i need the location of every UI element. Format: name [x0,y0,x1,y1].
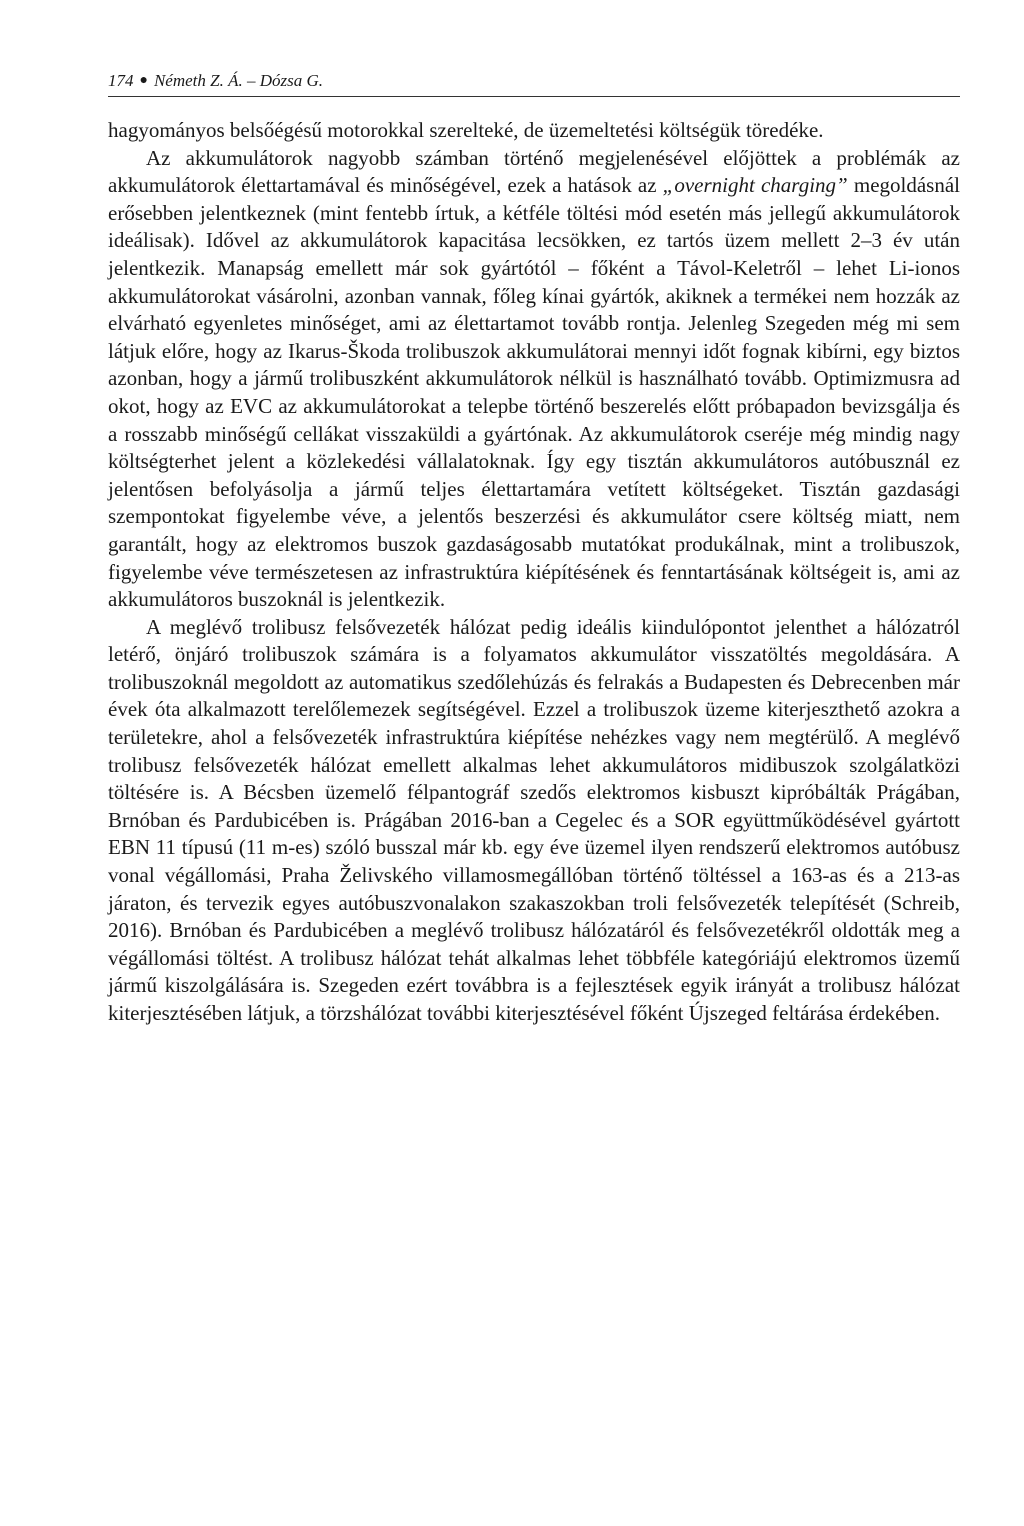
paragraph-continuation: hagyományos belsőégésű motorokkal szerelteké, de üzemeltetési költségük töredéke. [108,118,824,142]
paragraph-rest: megoldásnál erősebben jelentkeznek (mint fentebb írtuk, a kétféle töltési mód esetén más jellegű akkumulátorok ideálisak). Idővel az akkumulátorok kapacitása lecsökken, ez tartós üzem mellett 2–3 év után jelentkezik. Manapság emellett már sok gyártótól – főként a Távol-Keletről – lehet Li-ionos akkumulátorokat vásárolni, azonban vannak, főleg kínai gyártók, akiknek a termékei nem hozzák az elvárható egyenletes minőséget, ami az élettartamot tovább rontja. Jelenleg Szegeden még mi sem látjuk előre, hogy az Ikarus-Škoda trolibuszok akkumulátorai mennyi időt fognak kibírni, egy biztos azonban, hogy a jármű trolibuszként akkumulátorok nélkül is használható tovább. Optimizmusra ad okot, hogy az EVC az akkumulátorokat a telepbe történő beszerelés előtt próbapadon bevizsgálja és a rosszabb minőségű cellákat visszaküldi a gyártónak. Az akkumulátorok cseréje még mindig nagy költségterhet jelent a közlekedési vállalatoknak. Így egy tisztán akkumulátoros autóbusznál ez jelentősen befolyásolja a jármű teljes élettartamára vetített költségeket. Tisztán gazdasági szempontokat figyelembe véve, a jelentős beszerzési és akkumulátor csere költség miatt, nem garantált, hogy az elektromos buszok gazdaságosabb mutatókat produkálnak, mint a trolibuszok, figyelembe véve természetesen az infrastruktúra kiépítésének és fenntartásának költségeit is, ami az akkumulátoros buszoknál is jelentkezik. [108,173,961,612]
paragraph-overhead-network: A meglévő trolibusz felsővezeték hálózat pedig ideális kiindulópontot jelenthet a hálózatról letérő, önjáró trolibuszok számára is a folyamatos akkumulátor visszatöltés megoldására. A trolibuszoknál megoldott az automatikus szedőlehúzás és felrakás a Budapesten és Debrecenben már évek óta alkalmazott terelőlemezek segítségével. Ezzel a trolibuszok üzeme kiterjeszthető azokra a területekre, ahol a felsővezeték infrastruktúra kiépítése nehézkes vagy nem megtérülő. A meglévő trolibusz felsővezeték hálózat emellett alkalmas lehet akkumulátoros midibuszok szolgálatközi töltésére is. A Bécsben üzemelő félpantográf szedős elektromos kisbuszt kipróbálták Prágában, Brnóban és Pardubicében is. Prágában 2016-ban a Cegelec és a SOR együttműködésével gyártott EBN 11 típusú (11 m-es) szóló busszal már kb. egy éve üzemel ilyen rendszerű elektromos autóbusz vonal végállomási, Praha Želivského villamosmegállóban történő töltéssel a 163-as és a 213-as járaton, és tervezik egyes autóbuszvonalakon szakaszokban troli felsővezeték telepítését (Schreib, 2016). Brnóban és Pardubicében a meglévő trolibusz hálózatáról és felsővezetékről oldották meg a végállomási töltést. A trolibusz hálózat tehát alkalmas lehet többféle kategóriájú elektromos üzemű jármű kiszolgálására is. Szegeden ezért továbbra is a fejlesztések egyik irányát a trolibusz hálózat kiterjesztésében látjuk, a törzshálózat további kiterjesztésével főként Újszeged feltárása érdekében. [108,614,960,1025]
body-text [108,117,960,1028]
header-authors: Németh Z. Á. – Dózsa G. [153,71,324,90]
paragraph-lead: Az akkumulátorok nagyobb számban történő megjelenésével előjöttek a problémák az akkumulátorok élettartamával és minőségével, ezek a hatások az [108,145,960,198]
paragraph-batteries [108,145,960,614]
page-number: 174 [108,71,134,90]
document-page [108,70,960,1028]
bullet-separator: ● [139,73,148,88]
running-header [108,70,960,97]
emphasis-overnight-charging: „overnight charging” [662,173,848,198]
